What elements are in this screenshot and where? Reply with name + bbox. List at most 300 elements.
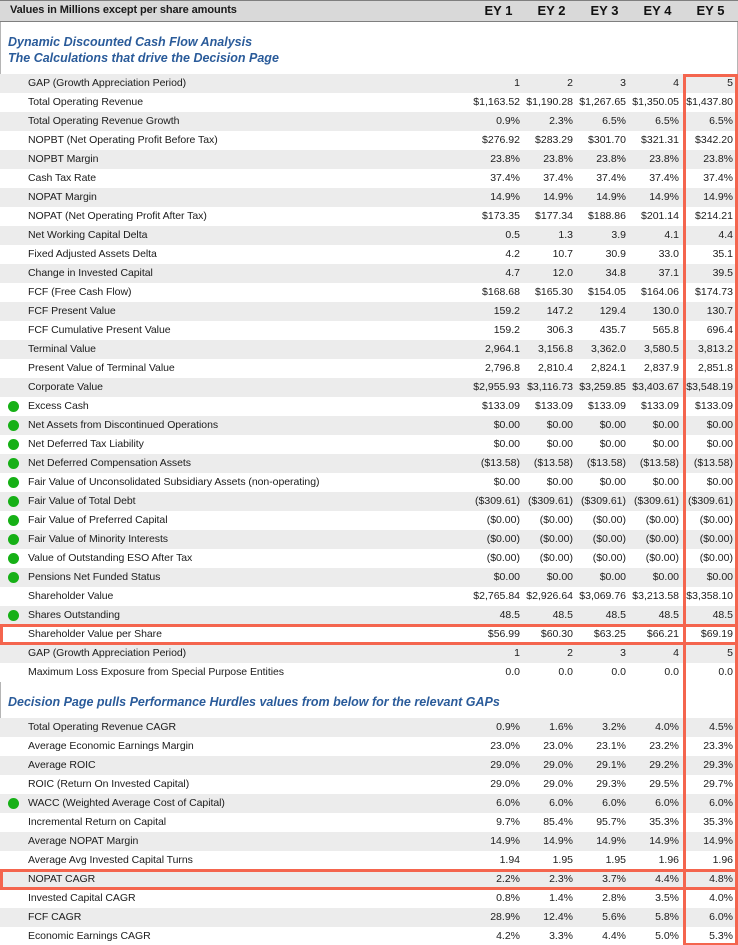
row-label-cell	[0, 321, 472, 340]
value-cell-ey2: $133.09	[525, 397, 578, 416]
performance-hurdles-table	[0, 718, 738, 945]
value-cell-ey4: 33.0	[631, 245, 684, 264]
value-cell-ey1: 14.9%	[472, 188, 525, 207]
row-label-text: Maximum Loss Exposure from Special Purpose Entities	[28, 666, 284, 678]
row-label-text: NOPAT (Net Operating Profit After Tax)	[28, 210, 207, 222]
row-label-cell	[0, 813, 472, 832]
value-cell-ey2: $3,116.73	[525, 378, 578, 397]
value-cell-ey1: 0.9%	[472, 112, 525, 131]
row-label-text: NOPBT Margin	[28, 153, 99, 165]
green-status-dot-icon	[8, 458, 19, 469]
row-label-cell	[0, 359, 472, 378]
value-cell-ey2: 306.3	[525, 321, 578, 340]
value-cell-ey5: 4.5%	[684, 718, 738, 737]
table-row[interactable]	[0, 150, 738, 169]
table-row[interactable]	[0, 511, 738, 530]
table-row[interactable]	[0, 473, 738, 492]
table-row[interactable]	[0, 587, 738, 606]
table-row[interactable]	[0, 625, 738, 644]
value-cell-ey2: ($0.00)	[525, 530, 578, 549]
value-cell-ey1: 2,964.1	[472, 340, 525, 359]
value-cell-ey3: ($309.61)	[578, 492, 631, 511]
row-label-text: Incremental Return on Capital	[28, 816, 167, 828]
value-cell-ey2: $2,926.64	[525, 587, 578, 606]
row-label-cell	[0, 378, 472, 397]
value-cell-ey3: 48.5	[578, 606, 631, 625]
row-label-cell	[0, 397, 472, 416]
value-cell-ey3: $3,069.76	[578, 587, 631, 606]
value-cell-ey3: $0.00	[578, 435, 631, 454]
value-cell-ey3: 14.9%	[578, 188, 631, 207]
value-cell-ey4: ($0.00)	[631, 530, 684, 549]
value-cell-ey3: 3	[578, 74, 631, 93]
row-label-text: Invested Capital CAGR	[28, 892, 136, 904]
value-cell-ey1: 159.2	[472, 321, 525, 340]
value-cell-ey3: $1,267.65	[578, 93, 631, 112]
green-status-dot-icon	[8, 496, 19, 507]
row-label-text: Fair Value of Minority Interests	[28, 533, 169, 545]
row-label-cell	[0, 756, 472, 775]
row-label-cell	[0, 775, 472, 794]
value-cell-ey3: $154.05	[578, 283, 631, 302]
table-row[interactable]	[0, 794, 738, 813]
value-cell-ey3: 30.9	[578, 245, 631, 264]
row-label-text: Corporate Value	[28, 381, 103, 393]
value-cell-ey2: 147.2	[525, 302, 578, 321]
value-cell-ey3: 3.9	[578, 226, 631, 245]
value-cell-ey3: 6.0%	[578, 794, 631, 813]
value-cell-ey4: 4	[631, 644, 684, 663]
value-cell-ey2: 23.8%	[525, 150, 578, 169]
table-row[interactable]	[0, 264, 738, 283]
value-cell-ey1: 0.8%	[472, 889, 525, 908]
table-row[interactable]	[0, 492, 738, 511]
value-cell-ey2: 2.3%	[525, 870, 578, 889]
value-cell-ey3: 0.0	[578, 663, 631, 682]
value-cell-ey3: $133.09	[578, 397, 631, 416]
value-cell-ey1: $56.99	[472, 625, 525, 644]
green-status-dot-icon	[8, 798, 19, 809]
value-cell-ey1: ($0.00)	[472, 530, 525, 549]
column-header-ey3: EY 3	[590, 3, 619, 18]
value-cell-ey3: 23.1%	[578, 737, 631, 756]
row-label-cell	[0, 340, 472, 359]
table-row[interactable]	[0, 226, 738, 245]
value-cell-ey3: 1.95	[578, 851, 631, 870]
value-cell-ey2: ($13.58)	[525, 454, 578, 473]
value-cell-ey2: 1.4%	[525, 889, 578, 908]
row-label-cell	[0, 832, 472, 851]
value-cell-ey4: $201.14	[631, 207, 684, 226]
value-cell-ey4: 5.8%	[631, 908, 684, 927]
row-label-text: Fair Value of Preferred Capital	[28, 514, 168, 526]
value-cell-ey1: 0.0	[472, 663, 525, 682]
value-cell-ey2: $1,190.28	[525, 93, 578, 112]
row-label-cell	[0, 568, 472, 587]
units-note: Values in Millions except per share amounts	[10, 4, 237, 16]
table-row[interactable]	[0, 245, 738, 264]
table-row[interactable]	[0, 718, 738, 737]
row-label-text: Net Deferred Tax Liability	[28, 438, 144, 450]
value-cell-ey4: 23.8%	[631, 150, 684, 169]
table-row[interactable]	[0, 889, 738, 908]
row-label-text: Total Operating Revenue	[28, 96, 144, 108]
table-row[interactable]	[0, 737, 738, 756]
value-cell-ey2: 23.0%	[525, 737, 578, 756]
value-cell-ey1: 23.8%	[472, 150, 525, 169]
row-label-text: Average NOPAT Margin	[28, 835, 139, 847]
value-cell-ey4: 37.4%	[631, 169, 684, 188]
value-cell-ey5: $0.00	[684, 473, 738, 492]
row-label-text: Change in Invested Capital	[28, 267, 153, 279]
table-row[interactable]	[0, 568, 738, 587]
value-cell-ey4: ($0.00)	[631, 549, 684, 568]
value-cell-ey5: 39.5	[684, 264, 738, 283]
table-row[interactable]	[0, 112, 738, 131]
row-label-cell	[0, 473, 472, 492]
value-cell-ey1: $0.00	[472, 435, 525, 454]
table-row[interactable]	[0, 131, 738, 150]
row-label-cell	[0, 870, 472, 889]
value-cell-ey3: $3,259.85	[578, 378, 631, 397]
column-header-ey1: EY 1	[484, 3, 513, 18]
section-title-hurdles: Decision Page pulls Performance Hurdles values from below for the relevant GAPs	[8, 695, 500, 709]
table-row[interactable]	[0, 321, 738, 340]
value-cell-ey5: 5.3%	[684, 927, 738, 945]
table-row[interactable]	[0, 359, 738, 378]
value-cell-ey5: 5	[684, 74, 738, 93]
value-cell-ey2: 29.0%	[525, 756, 578, 775]
row-label-cell	[0, 226, 472, 245]
value-cell-ey5: 2,851.8	[684, 359, 738, 378]
table-row[interactable]	[0, 74, 738, 93]
row-label-text: Value of Outstanding ESO After Tax	[28, 552, 193, 564]
table-row[interactable]	[0, 813, 738, 832]
value-cell-ey2: $0.00	[525, 568, 578, 587]
value-cell-ey1: ($309.61)	[472, 492, 525, 511]
value-cell-ey1: $173.35	[472, 207, 525, 226]
row-label-text: Average Economic Earnings Margin	[28, 740, 194, 752]
value-cell-ey5: 4.0%	[684, 889, 738, 908]
row-label-cell	[0, 889, 472, 908]
value-cell-ey3: 3.2%	[578, 718, 631, 737]
value-cell-ey5: $1,437.80	[684, 93, 738, 112]
value-cell-ey2: $177.34	[525, 207, 578, 226]
table-row[interactable]	[0, 188, 738, 207]
table-row[interactable]	[0, 416, 738, 435]
row-label-text: Present Value of Terminal Value	[28, 362, 175, 374]
table-row[interactable]	[0, 908, 738, 927]
value-cell-ey5: $342.20	[684, 131, 738, 150]
value-cell-ey2: ($309.61)	[525, 492, 578, 511]
row-label-text: Total Operating Revenue Growth	[28, 115, 180, 127]
value-cell-ey3: 129.4	[578, 302, 631, 321]
value-cell-ey3: ($0.00)	[578, 511, 631, 530]
value-cell-ey5: $0.00	[684, 435, 738, 454]
value-cell-ey2: 2	[525, 74, 578, 93]
table-row[interactable]	[0, 870, 738, 889]
value-cell-ey2: 0.0	[525, 663, 578, 682]
value-cell-ey5: 5	[684, 644, 738, 663]
table-header-bar	[0, 0, 738, 22]
value-cell-ey3: 3,362.0	[578, 340, 631, 359]
value-cell-ey5: 4.8%	[684, 870, 738, 889]
row-label-cell	[0, 435, 472, 454]
table-row[interactable]	[0, 775, 738, 794]
column-header-ey2: EY 2	[537, 3, 566, 18]
value-cell-ey1: 14.9%	[472, 832, 525, 851]
table-row[interactable]	[0, 302, 738, 321]
value-cell-ey4: 4.0%	[631, 718, 684, 737]
value-cell-ey5: 696.4	[684, 321, 738, 340]
row-label-text: Net Working Capital Delta	[28, 229, 148, 241]
row-label-text: Fair Value of Total Debt	[28, 495, 136, 507]
value-cell-ey2: 3,156.8	[525, 340, 578, 359]
value-cell-ey5: $174.73	[684, 283, 738, 302]
value-cell-ey1: 28.9%	[472, 908, 525, 927]
table-row[interactable]	[0, 340, 738, 359]
value-cell-ey1: ($0.00)	[472, 511, 525, 530]
value-cell-ey4: 6.0%	[631, 794, 684, 813]
value-cell-ey4: $0.00	[631, 435, 684, 454]
spacer-above-section-2	[0, 682, 738, 694]
value-cell-ey5: ($0.00)	[684, 511, 738, 530]
value-cell-ey3: 3	[578, 644, 631, 663]
row-label-cell	[0, 794, 472, 813]
table-row[interactable]	[0, 397, 738, 416]
value-cell-ey4: 23.2%	[631, 737, 684, 756]
table-row[interactable]	[0, 378, 738, 397]
value-cell-ey3: 3.7%	[578, 870, 631, 889]
value-cell-ey4: $0.00	[631, 568, 684, 587]
value-cell-ey5: 29.3%	[684, 756, 738, 775]
value-cell-ey2: 1.6%	[525, 718, 578, 737]
value-cell-ey4: 48.5	[631, 606, 684, 625]
value-cell-ey1: $133.09	[472, 397, 525, 416]
green-status-dot-icon	[8, 439, 19, 450]
value-cell-ey2: $165.30	[525, 283, 578, 302]
value-cell-ey3: $188.86	[578, 207, 631, 226]
value-cell-ey4: 5.0%	[631, 927, 684, 945]
value-cell-ey3: ($0.00)	[578, 530, 631, 549]
value-cell-ey2: $0.00	[525, 435, 578, 454]
value-cell-ey1: $0.00	[472, 416, 525, 435]
row-label-text: Shareholder Value	[28, 590, 114, 602]
value-cell-ey1: 4.2	[472, 245, 525, 264]
value-cell-ey2: ($0.00)	[525, 511, 578, 530]
row-label-text: NOPAT CAGR	[28, 873, 96, 885]
value-cell-ey2: $60.30	[525, 625, 578, 644]
value-cell-ey3: $0.00	[578, 473, 631, 492]
row-label-cell	[0, 112, 472, 131]
value-cell-ey1: 23.0%	[472, 737, 525, 756]
row-label-text: GAP (Growth Appreciation Period)	[28, 77, 187, 89]
spacer-below-section-1	[0, 66, 738, 74]
value-cell-ey4: 4.4%	[631, 870, 684, 889]
table-row[interactable]	[0, 851, 738, 870]
value-cell-ey3: 5.6%	[578, 908, 631, 927]
value-cell-ey1: 2.2%	[472, 870, 525, 889]
value-cell-ey5: 29.7%	[684, 775, 738, 794]
dcf-calculations-table	[0, 74, 738, 682]
row-label-cell	[0, 245, 472, 264]
value-cell-ey4: ($309.61)	[631, 492, 684, 511]
value-cell-ey2: 85.4%	[525, 813, 578, 832]
value-cell-ey5: ($0.00)	[684, 549, 738, 568]
green-status-dot-icon	[8, 420, 19, 431]
value-cell-ey3: ($13.58)	[578, 454, 631, 473]
value-cell-ey5: 14.9%	[684, 832, 738, 851]
row-label-text: Pensions Net Funded Status	[28, 571, 161, 583]
value-cell-ey3: 2,824.1	[578, 359, 631, 378]
row-label-text: WACC (Weighted Average Cost of Capital)	[28, 797, 225, 809]
value-cell-ey5: 6.0%	[684, 794, 738, 813]
value-cell-ey4: $3,403.67	[631, 378, 684, 397]
value-cell-ey1: 37.4%	[472, 169, 525, 188]
value-cell-ey4: 3,580.5	[631, 340, 684, 359]
value-cell-ey2: 1.95	[525, 851, 578, 870]
value-cell-ey1: $276.92	[472, 131, 525, 150]
row-label-cell	[0, 908, 472, 927]
table-row[interactable]	[0, 93, 738, 112]
table-row[interactable]	[0, 832, 738, 851]
table-row[interactable]	[0, 606, 738, 625]
row-label-cell	[0, 207, 472, 226]
value-cell-ey4: 0.0	[631, 663, 684, 682]
value-cell-ey1: $0.00	[472, 473, 525, 492]
value-cell-ey1: $2,765.84	[472, 587, 525, 606]
value-cell-ey4: 29.2%	[631, 756, 684, 775]
value-cell-ey2: 2,810.4	[525, 359, 578, 378]
value-cell-ey5: 1.96	[684, 851, 738, 870]
value-cell-ey4: 1.96	[631, 851, 684, 870]
row-label-text: Fair Value of Unconsolidated Subsidiary Assets (non-operating)	[28, 476, 320, 488]
value-cell-ey2: 12.4%	[525, 908, 578, 927]
value-cell-ey3: ($0.00)	[578, 549, 631, 568]
table-row[interactable]	[0, 756, 738, 775]
value-cell-ey5: $0.00	[684, 568, 738, 587]
value-cell-ey1: $2,955.93	[472, 378, 525, 397]
value-cell-ey2: 48.5	[525, 606, 578, 625]
value-cell-ey4: 6.5%	[631, 112, 684, 131]
row-label-cell	[0, 93, 472, 112]
table-row[interactable]	[0, 454, 738, 473]
row-label-text: Cash Tax Rate	[28, 172, 97, 184]
green-status-dot-icon	[8, 515, 19, 526]
table-row[interactable]	[0, 927, 738, 945]
value-cell-ey4: 37.1	[631, 264, 684, 283]
row-label-cell	[0, 587, 472, 606]
table-row[interactable]	[0, 530, 738, 549]
green-status-dot-icon	[8, 610, 19, 621]
value-cell-ey3: 37.4%	[578, 169, 631, 188]
value-cell-ey1: 1.94	[472, 851, 525, 870]
value-cell-ey4: 4	[631, 74, 684, 93]
value-cell-ey2: 29.0%	[525, 775, 578, 794]
table-row[interactable]	[0, 435, 738, 454]
table-row[interactable]	[0, 169, 738, 188]
row-label-text: Average Avg Invested Capital Turns	[28, 854, 193, 866]
value-cell-ey4: 3.5%	[631, 889, 684, 908]
row-label-cell	[0, 169, 472, 188]
value-cell-ey5: $133.09	[684, 397, 738, 416]
value-cell-ey4: $1,350.05	[631, 93, 684, 112]
row-label-cell	[0, 150, 472, 169]
value-cell-ey5: 4.4	[684, 226, 738, 245]
value-cell-ey5: 6.5%	[684, 112, 738, 131]
value-cell-ey1: 4.2%	[472, 927, 525, 945]
value-cell-ey4: $3,213.58	[631, 587, 684, 606]
value-cell-ey1: $0.00	[472, 568, 525, 587]
row-label-cell	[0, 283, 472, 302]
row-label-text: Terminal Value	[28, 343, 96, 355]
row-label-text: Shareholder Value per Share	[28, 628, 162, 640]
value-cell-ey1: 1	[472, 74, 525, 93]
value-cell-ey3: $0.00	[578, 568, 631, 587]
table-row[interactable]	[0, 207, 738, 226]
row-label-cell	[0, 927, 472, 945]
row-label-text: ROIC (Return On Invested Capital)	[28, 778, 190, 790]
row-label-cell	[0, 718, 472, 737]
table-row[interactable]	[0, 549, 738, 568]
value-cell-ey3: 6.5%	[578, 112, 631, 131]
section-title-dcf-line1: Dynamic Discounted Cash Flow Analysis	[8, 35, 253, 49]
value-cell-ey1: ($13.58)	[472, 454, 525, 473]
row-label-cell	[0, 74, 472, 93]
row-label-text: FCF Present Value	[28, 305, 116, 317]
row-label-text: Total Operating Revenue CAGR	[28, 721, 177, 733]
value-cell-ey4: 565.8	[631, 321, 684, 340]
value-cell-ey1: 29.0%	[472, 756, 525, 775]
value-cell-ey2: $283.29	[525, 131, 578, 150]
value-cell-ey4: 35.3%	[631, 813, 684, 832]
value-cell-ey5: 3,813.2	[684, 340, 738, 359]
row-label-text: FCF (Free Cash Flow)	[28, 286, 132, 298]
value-cell-ey5: 23.8%	[684, 150, 738, 169]
row-label-text: FCF CAGR	[28, 911, 82, 923]
value-cell-ey1: 1	[472, 644, 525, 663]
value-cell-ey4: $321.31	[631, 131, 684, 150]
value-cell-ey4: 4.1	[631, 226, 684, 245]
value-cell-ey5: 35.3%	[684, 813, 738, 832]
value-cell-ey3: $63.25	[578, 625, 631, 644]
value-cell-ey4: $66.21	[631, 625, 684, 644]
value-cell-ey5: 48.5	[684, 606, 738, 625]
row-label-text: Net Assets from Discontinued Operations	[28, 419, 219, 431]
green-status-dot-icon	[8, 401, 19, 412]
table-row[interactable]	[0, 644, 738, 663]
green-status-dot-icon	[8, 534, 19, 545]
value-cell-ey5: ($13.58)	[684, 454, 738, 473]
value-cell-ey2: $0.00	[525, 473, 578, 492]
value-cell-ey1: 0.5	[472, 226, 525, 245]
section-title-dcf-line2: The Calculations that drive the Decision Page	[8, 51, 279, 65]
value-cell-ey3: $0.00	[578, 416, 631, 435]
value-cell-ey4: $0.00	[631, 416, 684, 435]
value-cell-ey5: $214.21	[684, 207, 738, 226]
table-row[interactable]	[0, 283, 738, 302]
value-cell-ey5: $3,548.19	[684, 378, 738, 397]
value-cell-ey5: 6.0%	[684, 908, 738, 927]
value-cell-ey1: $168.68	[472, 283, 525, 302]
value-cell-ey4: 2,837.9	[631, 359, 684, 378]
value-cell-ey2: 37.4%	[525, 169, 578, 188]
table-row[interactable]	[0, 663, 738, 682]
row-label-text: NOPBT (Net Operating Profit Before Tax)	[28, 134, 218, 146]
row-label-text: Fixed Adjusted Assets Delta	[28, 248, 157, 260]
column-header-ey4: EY 4	[643, 3, 672, 18]
row-label-cell	[0, 625, 472, 644]
